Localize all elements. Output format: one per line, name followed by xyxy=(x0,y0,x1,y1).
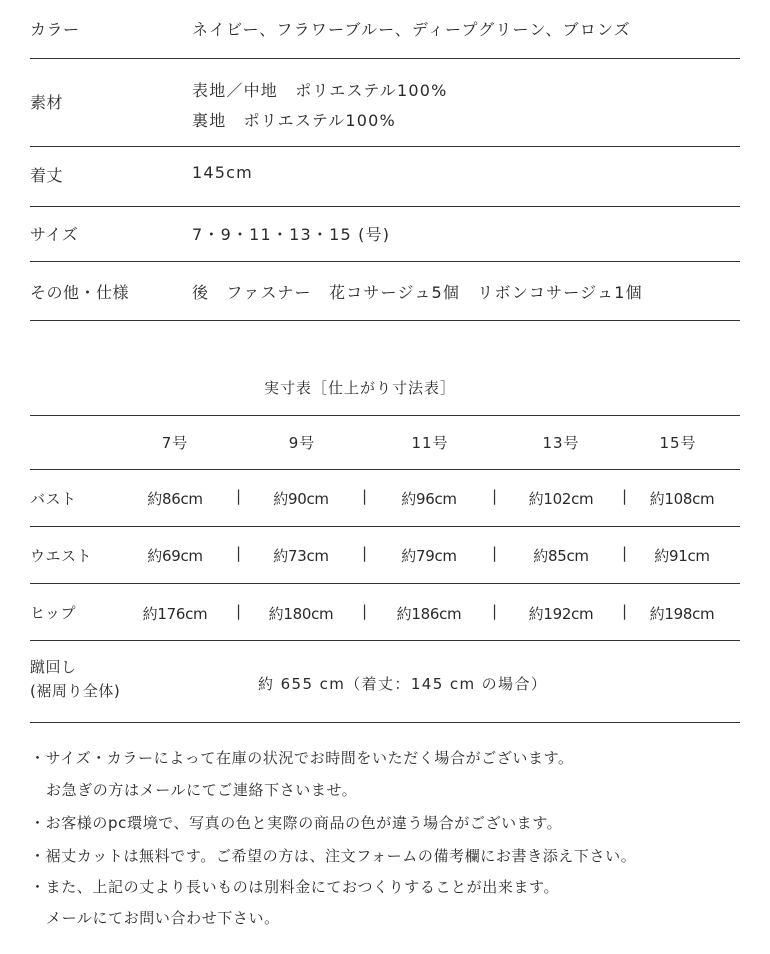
hip-9: 約180cm xyxy=(268,605,334,623)
spec-row-other xyxy=(30,0,740,321)
size-header-9: 9号 xyxy=(288,434,316,452)
note-stock: ・サイズ・カラーによって在庫の状況でお時間をいただく場合がございます。 xyxy=(30,749,574,767)
row-label-hem: 蹴回し xyxy=(30,658,77,676)
cell-separator: | xyxy=(492,544,498,562)
hem-value: 約 655 cm（着丈：145 cm の場合） xyxy=(258,675,548,693)
cell-separator: | xyxy=(362,544,368,562)
note-long: ・また、上記の丈より長いものは別料金にておつくりすることが出来ます。 xyxy=(30,878,560,896)
waist-9: 約73cm xyxy=(273,547,329,565)
note-stock-cont: お急ぎの方はメールにてご連絡下さいませ。 xyxy=(46,781,358,799)
waist-7: 約69cm xyxy=(147,547,203,565)
cell-separator: | xyxy=(622,487,628,505)
other-label: その他・仕様 xyxy=(30,283,130,302)
table-top-rule xyxy=(30,415,740,416)
size-table-title: 実寸表［仕上がり寸法表］ xyxy=(263,379,456,397)
cell-separator: | xyxy=(492,487,498,505)
length-value: 145cm xyxy=(192,163,253,182)
note-hem-cut: ・裾丈カットは無料です。ご希望の方は、注文フォームの備考欄にお書き添え下さい。 xyxy=(30,847,637,865)
note-long-cont: メールにてお問い合わせ下さい。 xyxy=(46,909,280,927)
size-header-7: 7号 xyxy=(161,434,189,452)
table-row-rule xyxy=(30,583,740,584)
table-row-rule xyxy=(30,640,740,641)
bust-11: 約96cm xyxy=(401,490,457,508)
size-label: サイズ xyxy=(30,225,79,244)
cell-separator: | xyxy=(236,544,242,562)
size-header-15: 15号 xyxy=(659,434,697,452)
length-label: 着丈 xyxy=(30,166,64,185)
bust-7: 約86cm xyxy=(147,490,203,508)
cell-separator: | xyxy=(362,487,368,505)
color-value: ネイビー、フラワーブルー、ディープグリーン、ブロンズ xyxy=(192,20,631,39)
table-header-rule xyxy=(30,469,740,470)
bust-15: 約108cm xyxy=(649,490,715,508)
bust-9: 約90cm xyxy=(273,490,329,508)
cell-separator: | xyxy=(622,602,628,620)
table-bottom-rule xyxy=(30,722,740,723)
hip-11: 約186cm xyxy=(396,605,462,623)
cell-separator: | xyxy=(622,544,628,562)
hip-15: 約198cm xyxy=(649,605,715,623)
waist-11: 約79cm xyxy=(401,547,457,565)
color-label: カラー xyxy=(30,20,80,39)
note-color: ・お客様のpc環境で、写真の色と実際の商品の色が違う場合がございます。 xyxy=(30,814,563,832)
row-label-hem-sub: (裾周り全体) xyxy=(30,682,121,700)
table-row-rule xyxy=(30,526,740,527)
size-header-11: 11号 xyxy=(411,434,449,452)
cell-separator: | xyxy=(236,602,242,620)
waist-15: 約91cm xyxy=(654,547,710,565)
size-header-13: 13号 xyxy=(542,434,580,452)
hip-7: 約176cm xyxy=(142,605,208,623)
bust-13: 約102cm xyxy=(528,490,594,508)
material-label: 素材 xyxy=(30,93,64,112)
row-label-hip: ヒップ xyxy=(30,604,77,622)
row-label-waist: ウエスト xyxy=(30,547,93,565)
size-value: 7・9・11・13・15 (号) xyxy=(192,225,391,244)
material-value-lining: 裏地 ポリエステル100% xyxy=(192,111,396,130)
hip-13: 約192cm xyxy=(528,605,594,623)
cell-separator: | xyxy=(362,602,368,620)
cell-separator: | xyxy=(492,602,498,620)
row-label-bust: バスト xyxy=(30,490,77,508)
cell-separator: | xyxy=(236,487,242,505)
waist-13: 約85cm xyxy=(533,547,589,565)
material-value-outer: 表地／中地 ポリエステル100% xyxy=(192,81,448,100)
other-value: 後 ファスナー 花コサージュ5個 リボンコサージュ1個 xyxy=(192,283,643,302)
